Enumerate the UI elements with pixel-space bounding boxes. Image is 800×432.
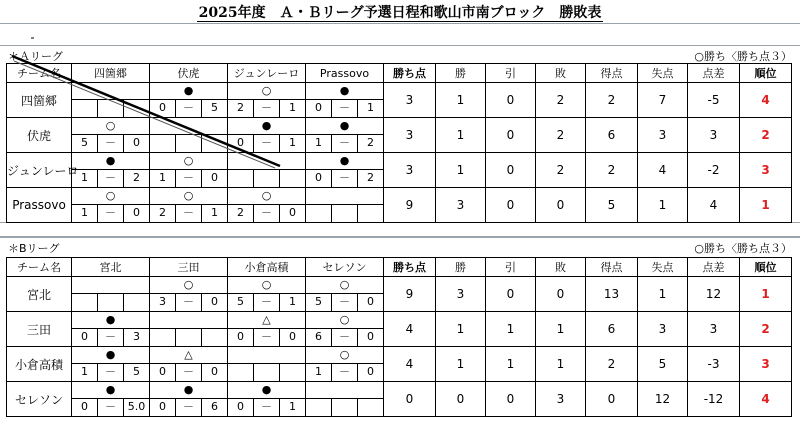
losses-value: 2	[536, 118, 586, 153]
score-dash: －	[98, 399, 124, 416]
score-dash: －	[98, 135, 124, 152]
score-value: 5	[133, 365, 140, 378]
score-value: 1	[211, 206, 218, 219]
header-team-1: 四箇郷	[72, 64, 150, 83]
result-mark: ○	[150, 277, 227, 294]
score-dash: －	[254, 135, 280, 152]
goals-against-value: 4	[638, 153, 688, 188]
score-dash: －	[176, 399, 202, 416]
header-draws: 引	[486, 258, 536, 277]
league-a-label: ＊Ａリーグ	[8, 50, 63, 63]
score-value: 0	[228, 329, 254, 346]
rank-value: 2	[740, 312, 792, 347]
score-value: 2	[228, 205, 254, 222]
result-mark: ○	[72, 118, 149, 135]
result-mark: △	[150, 347, 227, 364]
score-dash: －	[176, 205, 202, 222]
losses-value: 1	[536, 347, 586, 382]
result-mark: ○	[150, 153, 227, 170]
score-value: 1	[289, 136, 296, 149]
score-dash: －	[98, 205, 124, 222]
header-team: チーム名	[7, 64, 72, 83]
header-team-1: 宮北	[72, 258, 150, 277]
goal-diff-value: 3	[688, 118, 740, 153]
score-value: 1	[306, 364, 332, 381]
rank-value: 3	[740, 347, 792, 382]
header-wins: 勝	[436, 64, 486, 83]
wins-value: 1	[436, 153, 486, 188]
score-value: 0	[133, 136, 140, 149]
goal-diff-value: -3	[688, 347, 740, 382]
result-mark: △	[228, 312, 305, 329]
score-value: 2	[133, 171, 140, 184]
losses-value: 3	[536, 382, 586, 417]
header-goal-diff: 点差	[688, 64, 740, 83]
draws-value: 1	[486, 312, 536, 347]
header-goals-against: 失点	[638, 64, 688, 83]
draws-value: 0	[486, 153, 536, 188]
score-value: 6	[306, 329, 332, 346]
header-goals-against: 失点	[638, 258, 688, 277]
result-mark: ○	[306, 277, 383, 294]
header-losses: 敗	[536, 64, 586, 83]
result-mark: ●	[306, 153, 383, 170]
team-name: 宮北	[7, 277, 72, 312]
wins-value: 0	[436, 382, 486, 417]
goal-diff-value: 12	[688, 277, 740, 312]
goals-for-value: 13	[586, 277, 638, 312]
result-mark: ●	[306, 118, 383, 135]
goals-for-value: 2	[586, 153, 638, 188]
header-wins: 勝	[436, 258, 486, 277]
score-value: 1	[289, 400, 296, 413]
rank-value: 4	[740, 83, 792, 118]
rank-value: 1	[740, 188, 792, 223]
score-value: 0	[367, 330, 374, 343]
header-goals-for: 得点	[586, 64, 638, 83]
team-name: セレソン	[7, 382, 72, 417]
result-mark: ●	[228, 382, 305, 399]
points-value: 9	[384, 188, 436, 223]
score-value: 1	[72, 364, 98, 381]
score-dash: －	[332, 329, 358, 346]
header-team: チーム名	[7, 258, 72, 277]
header-rank: 順位	[740, 258, 792, 277]
score-value: 5	[211, 101, 218, 114]
points-value: 3	[384, 83, 436, 118]
goals-against-value: 1	[638, 188, 688, 223]
goals-for-value: 6	[586, 118, 638, 153]
result-mark: ●	[228, 118, 305, 135]
points-value: 0	[384, 382, 436, 417]
goals-for-value: 0	[586, 382, 638, 417]
header-points: 勝ち点	[384, 64, 436, 83]
score-value: 0	[150, 364, 176, 381]
goals-for-value: 5	[586, 188, 638, 223]
score-value: 0	[133, 206, 140, 219]
score-value: 0	[228, 399, 254, 416]
goals-against-value: 5	[638, 347, 688, 382]
score-dash: －	[98, 329, 124, 346]
draws-value: 0	[486, 188, 536, 223]
wins-value: 3	[436, 277, 486, 312]
score-dash: －	[332, 294, 358, 311]
rank-value: 4	[740, 382, 792, 417]
header-team-4: セレソン	[306, 258, 384, 277]
header-draws: 引	[486, 64, 536, 83]
result-mark: ●	[150, 382, 227, 399]
result-mark: ○	[72, 188, 149, 205]
score-value: 1	[289, 295, 296, 308]
score-dash: －	[176, 100, 202, 117]
score-value: 2	[367, 171, 374, 184]
goals-against-value: 1	[638, 277, 688, 312]
score-value: 1	[150, 170, 176, 187]
goals-for-value: 2	[586, 83, 638, 118]
points-value: 9	[384, 277, 436, 312]
score-dash: －	[254, 205, 280, 222]
header-team-4: Prassovo	[306, 64, 384, 83]
header-team-3: 小倉高積	[228, 258, 306, 277]
score-dash: －	[254, 329, 280, 346]
score-dash: －	[332, 364, 358, 381]
losses-value: 2	[536, 83, 586, 118]
goals-against-value: 12	[638, 382, 688, 417]
points-value: 4	[384, 347, 436, 382]
result-mark: ●	[72, 312, 149, 329]
score-value: 0	[289, 206, 296, 219]
result-mark: ○	[228, 188, 305, 205]
score-dash: －	[176, 170, 202, 187]
score-dash: －	[176, 294, 202, 311]
goal-diff-value: -12	[688, 382, 740, 417]
result-mark: ●	[72, 153, 149, 170]
score-value: 2	[367, 136, 374, 149]
team-name: 四箇郷	[7, 83, 72, 118]
wins-value: 1	[436, 347, 486, 382]
goal-diff-value: -2	[688, 153, 740, 188]
goal-diff-value: 3	[688, 312, 740, 347]
legend-a: ○勝ち〈勝ち点３）	[694, 50, 792, 63]
score-value: 1	[289, 101, 296, 114]
score-value: 1	[72, 170, 98, 187]
header-rank: 順位	[740, 64, 792, 83]
result-mark: ○	[306, 312, 383, 329]
losses-value: 2	[536, 153, 586, 188]
rank-value: 2	[740, 118, 792, 153]
result-mark: ○	[306, 347, 383, 364]
wins-value: 1	[436, 312, 486, 347]
result-mark: ○	[228, 277, 305, 294]
score-dash: －	[332, 170, 358, 187]
team-name: ジュンレーロ	[7, 153, 72, 188]
score-dash: －	[98, 170, 124, 187]
score-dash: －	[176, 364, 202, 381]
team-name: 小倉高積	[7, 347, 72, 382]
score-dash: －	[332, 135, 358, 152]
goal-diff-value: -5	[688, 83, 740, 118]
score-dash: －	[254, 294, 280, 311]
header-losses: 敗	[536, 258, 586, 277]
result-mark: ●	[150, 83, 227, 100]
header-team-2: 伏虎	[150, 64, 228, 83]
losses-value: 1	[536, 312, 586, 347]
points-value: 4	[384, 312, 436, 347]
score-value: 1	[367, 101, 374, 114]
score-dash: －	[98, 364, 124, 381]
goal-diff-value: 4	[688, 188, 740, 223]
goals-against-value: 3	[638, 118, 688, 153]
result-mark: ○	[228, 83, 305, 100]
wins-value: 1	[436, 118, 486, 153]
draws-value: 0	[486, 277, 536, 312]
points-value: 3	[384, 118, 436, 153]
header-team-3: ジュンレーロ	[228, 64, 306, 83]
score-value: 5	[228, 294, 254, 311]
draws-value: 0	[486, 118, 536, 153]
draws-value: 1	[486, 347, 536, 382]
score-value: 5	[72, 135, 98, 152]
score-value: 0	[150, 399, 176, 416]
score-dash: －	[332, 100, 358, 117]
goals-against-value: 3	[638, 312, 688, 347]
score-value: 0	[306, 100, 332, 117]
result-mark: ●	[72, 347, 149, 364]
score-dash: －	[254, 399, 280, 416]
score-value: 0	[211, 295, 218, 308]
goals-against-value: 7	[638, 83, 688, 118]
score-value: 5	[306, 294, 332, 311]
wins-value: 3	[436, 188, 486, 223]
score-dash: －	[254, 100, 280, 117]
score-value: 5.0	[127, 400, 146, 413]
result-mark: ○	[150, 188, 227, 205]
score-value: 2	[150, 205, 176, 222]
rank-value: 3	[740, 153, 792, 188]
points-value: 3	[384, 153, 436, 188]
team-name: 三田	[7, 312, 72, 347]
losses-value: 0	[536, 277, 586, 312]
score-value: 3	[133, 330, 140, 343]
score-value: 0	[228, 135, 254, 152]
result-mark: ●	[306, 83, 383, 100]
score-value: 0	[306, 170, 332, 187]
header-goal-diff: 点差	[688, 258, 740, 277]
team-name: Prassovo	[7, 188, 72, 223]
header-points: 勝ち点	[384, 258, 436, 277]
legend-b: ○勝ち〈勝ち点３）	[694, 242, 792, 255]
score-value: 0	[72, 399, 98, 416]
goals-for-value: 2	[586, 347, 638, 382]
score-value: 0	[367, 365, 374, 378]
score-value: 3	[150, 294, 176, 311]
page-title: 2025年度 Ａ・Ｂリーグ予選日程和歌山市南ブロック 勝敗表	[198, 5, 602, 21]
rank-value: 1	[740, 277, 792, 312]
draws-value: 0	[486, 83, 536, 118]
league-b-label: ＊Bリーグ	[8, 242, 60, 255]
score-value: 2	[228, 100, 254, 117]
header-goals-for: 得点	[586, 258, 638, 277]
result-mark: ●	[72, 382, 149, 399]
header-team-2: 三田	[150, 258, 228, 277]
wins-value: 1	[436, 83, 486, 118]
score-value: 0	[289, 330, 296, 343]
score-value: 0	[150, 100, 176, 117]
score-value: 0	[72, 329, 98, 346]
score-value: 6	[211, 400, 218, 413]
team-name: 伏虎	[7, 118, 72, 153]
score-value: 1	[306, 135, 332, 152]
goals-for-value: 6	[586, 312, 638, 347]
losses-value: 0	[536, 188, 586, 223]
draws-value: 0	[486, 382, 536, 417]
score-value: 0	[367, 295, 374, 308]
score-value: 1	[72, 205, 98, 222]
score-value: 0	[211, 171, 218, 184]
score-value: 0	[211, 365, 218, 378]
